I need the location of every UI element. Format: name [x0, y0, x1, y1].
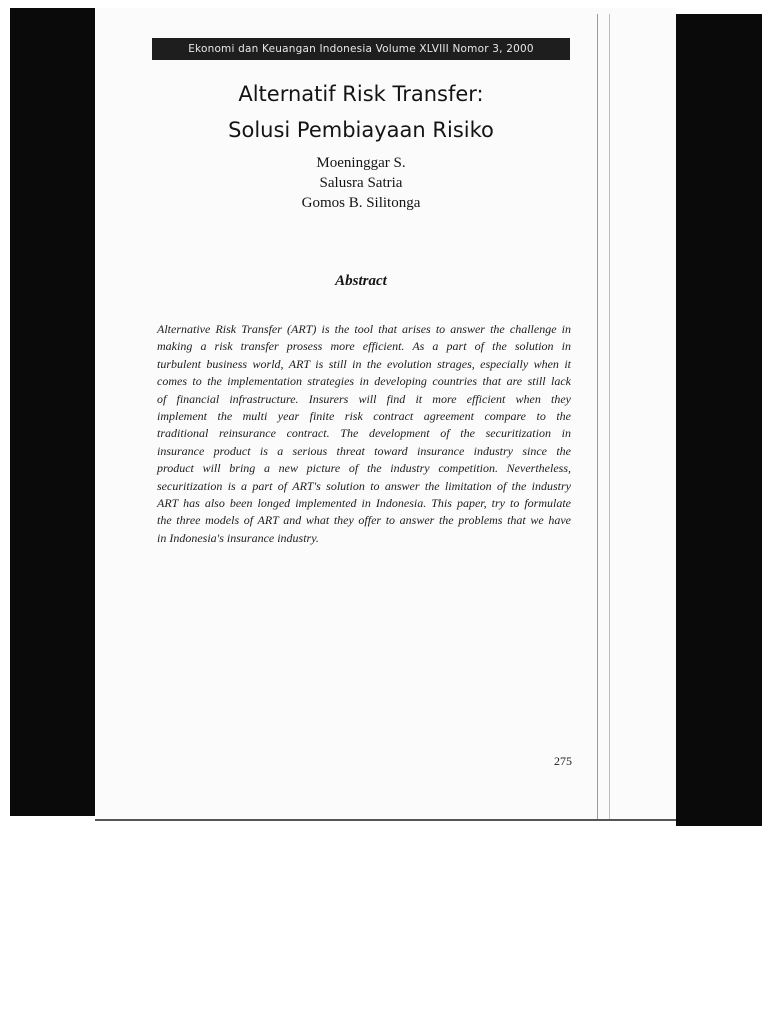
title-line: Solusi Pembiayaan Risiko — [228, 118, 494, 142]
author-name: Moeninggar S. — [316, 155, 406, 171]
journal-header: Ekonomi dan Keuangan Indonesia Volume XLVIII Nomor 3, 2000 — [152, 38, 570, 60]
abstract-line: in Indonesia's insurance industry. — [157, 530, 319, 545]
abstract-line: turbulent business world, ART is still in the evolution strages, especially when it — [157, 356, 571, 371]
abstract-line: comes to the implementation strategies in developing countries that are still lack — [157, 374, 571, 389]
abstract-line: implement the multi year finite risk contract agreement compare to the — [157, 409, 571, 424]
author-name: Gomos B. Silitonga — [301, 195, 421, 211]
binding-line — [609, 14, 610, 820]
page-number: 275 — [554, 754, 572, 768]
author-list — [150, 153, 572, 213]
abstract-line: traditional reinsurance contract. The development of the securitization in — [157, 426, 571, 441]
title-line: Alternatif Risk Transfer: — [238, 82, 484, 106]
abstract-line: the three models of ART and what they offer to answer the problems that we have — [157, 513, 571, 528]
article-title — [150, 76, 572, 148]
abstract-line: securitization is a part of ART's solution to answer the limitation of the industry — [157, 478, 571, 493]
abstract-line: making a risk transfer prosess more efficient. As a part of the solution in — [157, 339, 571, 354]
paper-bottom-edge — [95, 819, 676, 821]
abstract-body — [157, 321, 571, 547]
binding-line — [597, 14, 598, 820]
scan-border-right — [676, 14, 762, 826]
abstract-line: product will bring a new picture of the industry competition. Nevertheless, — [157, 461, 571, 476]
abstract-line: of financial infrastructure. Insurers will find it more efficient when they — [157, 391, 571, 406]
author-name: Salusra Satria — [319, 175, 403, 191]
abstract-line: Alternative Risk Transfer (ART) is the tool that arises to answer the challenge in — [157, 322, 571, 336]
abstract-heading: Abstract — [335, 273, 387, 289]
abstract-line: ART has also been longed implemented in Indonesia. This paper, try to formulate — [157, 496, 571, 511]
abstract-line: insurance product is a serious threat toward insurance industry since the — [157, 443, 571, 458]
scan-border-left — [10, 8, 95, 816]
